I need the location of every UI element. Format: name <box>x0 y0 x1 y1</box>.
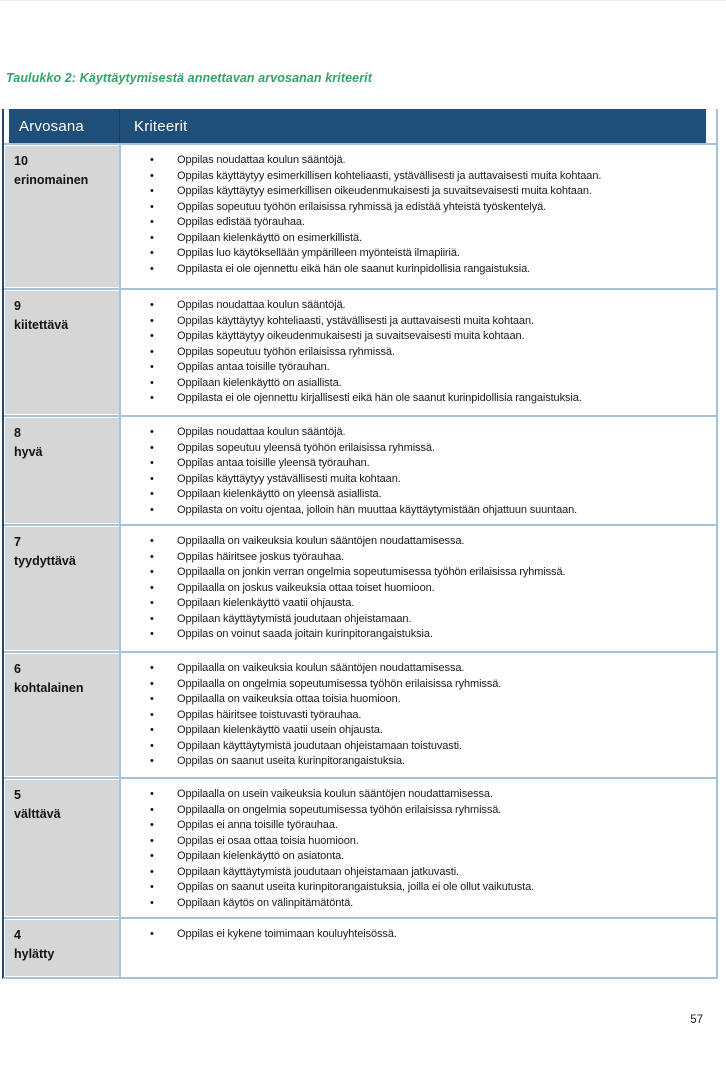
criteria-bullet: • Oppilas käyttäytyy ystävällisesti muita kohtaan. <box>121 472 712 488</box>
criteria-cell <box>119 145 716 288</box>
grade-label: hyvä <box>14 445 43 459</box>
table-row <box>4 777 716 917</box>
grade-cell <box>5 920 119 976</box>
criteria-list <box>121 787 712 911</box>
criteria-bullet: • Oppilaan kielenkäyttö on asiallista. <box>121 376 712 392</box>
header-cell-arvosana: Arvosana <box>9 109 120 143</box>
table-row <box>4 143 716 288</box>
criteria-cell <box>119 290 716 415</box>
grade-label: kohtalainen <box>14 681 84 695</box>
criteria-bullet: • Oppilaalla on vaikeuksia ottaa toisia huomioon. <box>121 692 712 708</box>
table-row <box>4 917 716 977</box>
criteria-cell <box>119 417 716 524</box>
criteria-list <box>121 661 712 770</box>
grade-label: erinomainen <box>14 173 89 187</box>
criteria-bullet: • Oppilas luo käytöksellään ympärilleen myönteistä ilmapiiriä. <box>121 246 712 262</box>
criteria-bullet: • Oppilasta on voitu ojentaa, jolloin hän muuttaa käyttäytymistään ohjattuun suuntaan. <box>121 503 712 519</box>
criteria-table <box>2 109 718 979</box>
criteria-bullet: • Oppilaan kielenkäyttö vaatii ohjausta. <box>121 596 712 612</box>
grade-number: 9 <box>14 299 21 313</box>
grade-number: 10 <box>14 154 28 168</box>
criteria-cell <box>119 653 716 777</box>
criteria-bullet: • Oppilaan kielenkäyttö vaatii usein ohjausta. <box>121 723 712 739</box>
criteria-bullet: • Oppilas ei osaa ottaa toisia huomioon. <box>121 834 712 850</box>
criteria-bullet: • Oppilaalla on vaikeuksia koulun sääntöjen noudattamisessa. <box>121 661 712 677</box>
criteria-bullet: • Oppilas käyttäytyy esimerkillisen kohteliaasti, ystävällisesti ja auttavaisesti muita kohtaan. <box>121 169 712 185</box>
criteria-bullet: • Oppilaalla on joskus vaikeuksia ottaa toiset huomioon. <box>121 581 712 597</box>
grade-cell <box>5 527 119 650</box>
criteria-list <box>121 927 712 943</box>
criteria-bullet: • Oppilasta ei ole ojennettu eikä hän ole saanut kurinpidollisia rangaistuksia. <box>121 262 712 278</box>
criteria-bullet: • Oppilas noudattaa koulun sääntöjä. <box>121 153 712 169</box>
criteria-bullet: • Oppilas on saanut useita kurinpitorangaistuksia, joilla ei ole ollut vaikutusta. <box>121 880 712 896</box>
criteria-bullet: • Oppilas on voinut saada joitain kurinpitorangaistuksia. <box>121 627 712 643</box>
criteria-bullet: • Oppilaalla on ongelmia sopeutumisessa työhön erilaisissa ryhmissä. <box>121 677 712 693</box>
criteria-bullet: • Oppilas käyttäytyy esimerkillisen oikeudenmukaisesti ja suvaitsevaisesti muita kohtaan. <box>121 184 712 200</box>
page-number: 57 <box>690 1014 703 1026</box>
criteria-bullet: • Oppilas sopeutuu yleensä työhön erilaisissa ryhmissä. <box>121 441 712 457</box>
grade-label: välttävä <box>14 807 61 821</box>
criteria-bullet: • Oppilaan kielenkäyttö on yleensä asiallista. <box>121 487 712 503</box>
grade-label: tyydyttävä <box>14 554 76 568</box>
criteria-bullet: • Oppilas on saanut useita kurinpitorangaistuksia. <box>121 754 712 770</box>
criteria-bullet: • Oppilaan käyttäytymistä joudutaan ohjeistamaan. <box>121 612 712 628</box>
criteria-bullet: • Oppilaalla on ongelmia sopeutumisessa työhön erilaisissa ryhmissä. <box>121 803 712 819</box>
criteria-bullet: • Oppilaalla on vaikeuksia koulun sääntöjen noudattamisessa. <box>121 534 712 550</box>
criteria-bullet: • Oppilas sopeutuu työhön erilaisissa ryhmissä ja edistää yhteistä työskentelyä. <box>121 200 712 216</box>
criteria-bullet: • Oppilaalla on usein vaikeuksia koulun sääntöjen noudattamisessa. <box>121 787 712 803</box>
grade-cell <box>5 780 119 916</box>
criteria-bullet: • Oppilas ei anna toisille työrauhaa. <box>121 818 712 834</box>
table-row <box>4 524 716 651</box>
criteria-bullet: • Oppilas edistää työrauhaa. <box>121 215 712 231</box>
table-caption: Taulukko 2: Käyttäytymisestä annettavan arvosanan kriteerit <box>6 71 372 85</box>
criteria-bullet: • Oppilaan kielenkäyttö on asiatonta. <box>121 849 712 865</box>
table-header-row <box>9 109 706 143</box>
criteria-bullet: • Oppilas häiritsee toistuvasti työrauhaa. <box>121 708 712 724</box>
grade-number: 4 <box>14 928 21 942</box>
criteria-bullet: • Oppilas ei kykene toimimaan kouluyhteisössä. <box>121 927 712 943</box>
criteria-bullet: • Oppilas antaa toisille työrauhan. <box>121 360 712 376</box>
criteria-cell <box>119 779 716 917</box>
criteria-bullet: • Oppilas häiritsee joskus työrauhaa. <box>121 550 712 566</box>
table-row <box>4 288 716 415</box>
grade-number: 8 <box>14 426 21 440</box>
criteria-list <box>121 425 712 518</box>
grade-label: kiitettävä <box>14 318 69 332</box>
table-row <box>4 415 716 524</box>
criteria-bullet: • Oppilas noudattaa koulun sääntöjä. <box>121 425 712 441</box>
table-row <box>4 651 716 777</box>
criteria-cell <box>119 526 716 651</box>
criteria-bullet: • Oppilaan käyttäytymistä joudutaan ohjeistamaan toistuvasti. <box>121 739 712 755</box>
grade-number: 7 <box>14 535 21 549</box>
grade-number: 6 <box>14 662 21 676</box>
header-cell-kriteerit: Kriteerit <box>134 117 188 135</box>
grade-cell <box>5 654 119 776</box>
criteria-list <box>121 153 712 277</box>
criteria-bullet: • Oppilas sopeutuu työhön erilaisissa ryhmissä. <box>121 345 712 361</box>
grade-label: hylätty <box>14 947 55 961</box>
grade-cell <box>5 418 119 523</box>
criteria-cell <box>119 919 716 977</box>
criteria-bullet: • Oppilas käyttäytyy kohteliaasti, ystävällisesti ja auttavaisesti muita kohtaan. <box>121 314 712 330</box>
grade-cell <box>5 291 119 414</box>
criteria-list <box>121 534 712 643</box>
criteria-bullet: • Oppilas antaa toisille yleensä työrauhan. <box>121 456 712 472</box>
criteria-bullet: • Oppilas käyttäytyy oikeudenmukaisesti ja suvaitsevaisesti muita kohtaan. <box>121 329 712 345</box>
criteria-bullet: • Oppilaan kielenkäyttö on esimerkillistä. <box>121 231 712 247</box>
criteria-bullet: • Oppilasta ei ole ojennettu kirjallisesti eikä hän ole saanut kurinpidollisia rangaistuksia. <box>121 391 712 407</box>
criteria-bullet: • Oppilaalla on jonkin verran ongelmia sopeutumisessa työhön erilaisissa ryhmissä. <box>121 565 712 581</box>
criteria-list <box>121 298 712 407</box>
grade-number: 5 <box>14 788 21 802</box>
table-body <box>4 143 716 977</box>
criteria-bullet: • Oppilas noudattaa koulun sääntöjä. <box>121 298 712 314</box>
grade-cell <box>5 146 119 287</box>
criteria-bullet: • Oppilaan käyttäytymistä joudutaan ohjeistamaan jatkuvasti. <box>121 865 712 881</box>
criteria-bullet: • Oppilaan käytös on välinpitämätöntä. <box>121 896 712 912</box>
